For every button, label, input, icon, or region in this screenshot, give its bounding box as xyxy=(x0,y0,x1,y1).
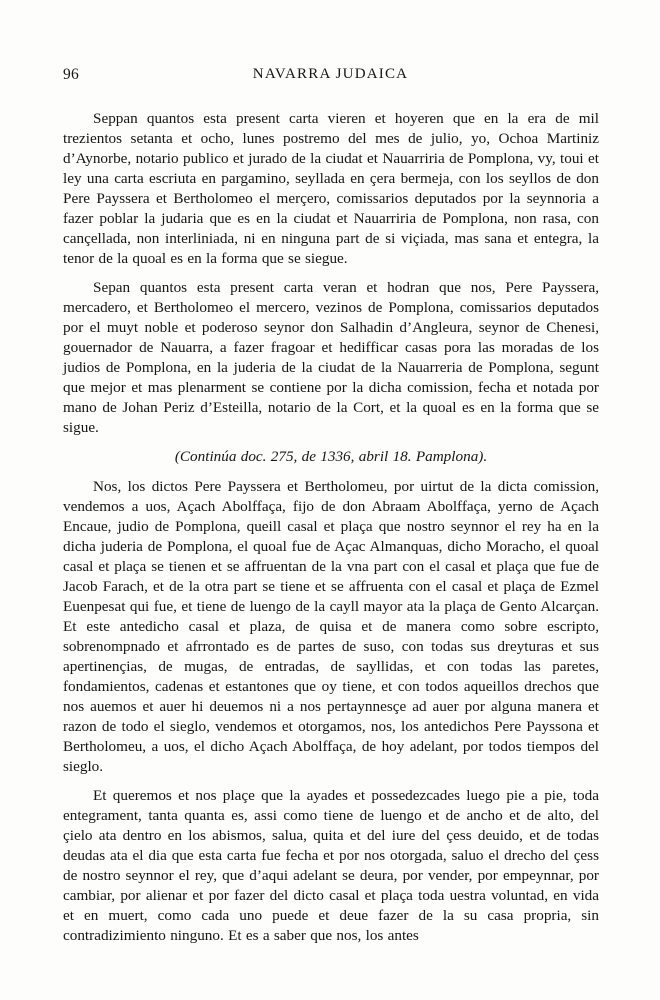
paragraph-notarial-preamble: Seppan quantos esta present carta vieren et hoyeren que en la era de mil trezientos setanta et ocho, lunes postremo del mes de julio, yo, Ochoa Martiniz d’Aynorbe, notario publico et jurado de la ciudat et Nauarriria de Pomplona, vy, toui et ley una carta escriuta en pargamino, seyllada en çera bermeja, con los seyllos de don Pere Payssera et Bertholomeo el merçero, comissarios deputados por la seynnoria a fazer poblar la judaria que es en la ciudat et Nauarriria de Pomplona, non rasa, con cançellada, non interliniada, ni en ninguna part de si viçiada, mas sana et entegra, la tenor de la quoal es en la forma que se siegue. xyxy=(63,110,599,267)
running-title: NAVARRA JUDAICA xyxy=(252,66,409,82)
paragraph-commissioners: Sepan quantos esta present carta veran et hodran que nos, Pere Payssera, mercadero, et Bertholomeo el mercero, vezinos de Pomplona, comissarios deputados por el muyt noble et poderoso seynor don Salhadin d’Angleura, seynor de Chenesi, gouernador de Nauarra, a fazer fragoar et hedifficar casas pora las moradas de los judios de Pomplona, en la juderia de la ciudat de la Nauarreria de Pomplona, segunt que mejor et mas plenarment se contiene por la dicha comission, fecha et notada por mano de Johan Periz d’Esteilla, notario de la Cort, et la quoal es en la forma que se sigue. xyxy=(63,279,599,436)
paragraph-sale-declaration: Nos, los dictos Pere Payssera et Bertholomeu, por uirtut de la dicta comission, vendemos a uos, Açach Abolffaça, fijo de don Abraam Abolffaça, yerno de Açach Encaue, judio de Pomplona, queill casal et plaça que nostro seynnor el rey ha en la dicha juderia de Pomplona, el quoal fue de Açac Almanquas, dicho Moracho, el quoal casal et plaça se tienen et se affruentan de la vna part con el casal et plaça que fue de Jacob Farach, et de la otra part se tiene et se affruenta con el casal et plaça de Ezmel Euenpesat qui fue, et tiene de luengo de la cayll mayor ata la plaça de Gento Alcarçan. Et este antedicho casal et plaza, de quisa et de manera como sobre escripto, sobrenompnado et afrrontado es de partes de suso, con todas sus dreyturas et sus apertinençias, de mugas, de entradas, de sayllidas, et con todas las paretes, fondamientos, cadenas et estantones que oy tiene, et con todos aqueillos drechos que nos auemos et auer hi deuemos ni a nos pertaynnesçe ad auer por alguna manera et razon de todo el sieglo, vendemos et otorgamos, nos, los antedichos Pere Payssona et Bertholomeu, a uos, el dicho Açach Abolffaça, de hoy adelant, por todos tiempos del sieglo. xyxy=(63,478,599,775)
page-number: 96 xyxy=(63,66,80,83)
citation-line: (Continúa doc. 275, de 1336, abril 18. Pamplona). xyxy=(174,448,488,465)
paragraph-possession-clause: Et queremos et nos plaçe que la ayades et possedezcades luego pie a pie, toda entegrament, tanta quanta es, assi como tiene de luengo et de ancho et de alto, del çielo ata dentro en los abismos, salua, quita et del iure del çess deuido, et de todas deudas ata el dia que esta carta fue fecha et por nos otorgada, saluo el drecho del çess de nostro seynnor el rey, que d’aqui adelant se deura, por vender, por empeynnar, por cambiar, por alienar et por fazer del dicto casal et plaça toda uestra voluntad, en vida et en muert, como cada uno puede et deue fazer de la su casa propria, sin contradizimiento ninguno. Et es a saber que nos, los antes xyxy=(63,787,599,944)
page-header xyxy=(63,66,598,88)
document-body xyxy=(63,109,599,955)
